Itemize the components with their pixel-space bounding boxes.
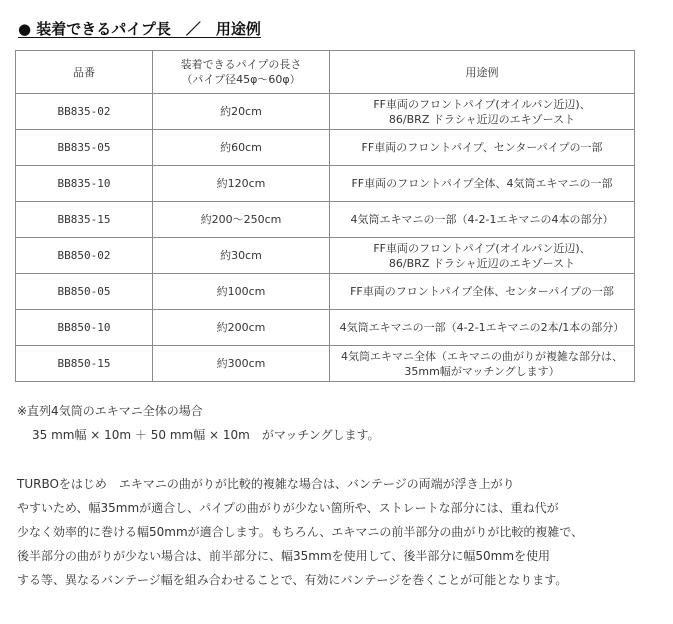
paragraph-line: 後半部分の曲がりが少ない場合は、前半部分に、幅35mmを使用して、後半部分に幅50mmを使用 [17, 549, 551, 563]
cell-pipe-length: 約120cm [153, 166, 330, 202]
cell-usage-example: FF車両のフロントパイプ(オイルパン近辺)、 86/BRZ ドラシャ近辺のエキゾースト [330, 238, 635, 274]
cell-usage-example: 4気筒エキマニの一部（4-2-1エキマニの4本の部分） [330, 202, 635, 238]
cell-pipe-length: 約300cm [153, 346, 330, 382]
table-row [16, 94, 635, 130]
explanation-paragraph [17, 472, 657, 592]
cell-pipe-length: 約30cm [153, 238, 330, 274]
table-row [16, 166, 635, 202]
paragraph-line: する等、異なるバンテージ幅を組み合わせることで、有効にバンテージを巻くことが可能となります。 [17, 573, 568, 587]
cell-pipe-length: 約60cm [153, 130, 330, 166]
table-row [16, 346, 635, 382]
header-pipe-length: 装着できるパイプの長さ （パイプ径45φ～60φ） [153, 51, 330, 94]
table-header-row [16, 51, 635, 94]
page-heading: ● 装着できるパイプ長 ／ 用途例 [18, 20, 261, 38]
header-usage-example: 用途例 [330, 51, 635, 94]
cell-usage-example: FF車両のフロントパイプ(オイルパン近辺)、 86/BRZ ドラシャ近辺のエキゾースト [330, 94, 635, 130]
cell-part-number: BB835-02 [16, 94, 153, 130]
cell-part-number: BB835-10 [16, 166, 153, 202]
cell-part-number: BB850-02 [16, 238, 153, 274]
table-row [16, 238, 635, 274]
table-row [16, 274, 635, 310]
cell-pipe-length: 約200～250cm [153, 202, 330, 238]
cell-usage-example: FF車両のフロントパイプ全体、4気筒エキマニの一部 [330, 166, 635, 202]
table-row [16, 310, 635, 346]
table-row [16, 202, 635, 238]
cell-usage-example: 4気筒エキマニの一部（4-2-1エキマニの2本/1本の部分） [330, 310, 635, 346]
cell-usage-example: 4気筒エキマニ全体（エキマニの曲がりが複雑な部分は、 35mm幅がマッチングします） [330, 346, 635, 382]
cell-pipe-length: 約100cm [153, 274, 330, 310]
note-inline-four: ※直列4気筒のエキマニ全体の場合 [17, 404, 203, 418]
paragraph-line: 少なく効率的に巻ける幅50mmが適合します。もちろん、エキマニの前半部分の曲がりが比較的複雑で、 [17, 525, 584, 539]
cell-pipe-length: 約200cm [153, 310, 330, 346]
cell-part-number: BB850-15 [16, 346, 153, 382]
cell-usage-example: FF車両のフロントパイプ全体、センターパイプの一部 [330, 274, 635, 310]
paragraph-line: やすいため、幅35mmが適合し、パイプの曲がりが少ない箇所や、ストレートな部分には、重ね代が [17, 501, 559, 515]
cell-part-number: BB835-05 [16, 130, 153, 166]
header-part-number: 品番 [16, 51, 153, 94]
paragraph-line: TURBOをはじめ エキマニの曲がりが比較的複雑な場合は、バンテージの両端が浮き上がり [17, 477, 515, 491]
note-matching: 35 mm幅 × 10m ＋ 50 mm幅 × 10m がマッチングします。 [32, 428, 380, 442]
cell-part-number: BB850-10 [16, 310, 153, 346]
table-row [16, 130, 635, 166]
cell-usage-example: FF車両のフロントパイプ、センターパイプの一部 [330, 130, 635, 166]
cell-part-number: BB850-05 [16, 274, 153, 310]
pipe-length-table [15, 50, 635, 382]
cell-pipe-length: 約20cm [153, 94, 330, 130]
cell-part-number: BB835-15 [16, 202, 153, 238]
